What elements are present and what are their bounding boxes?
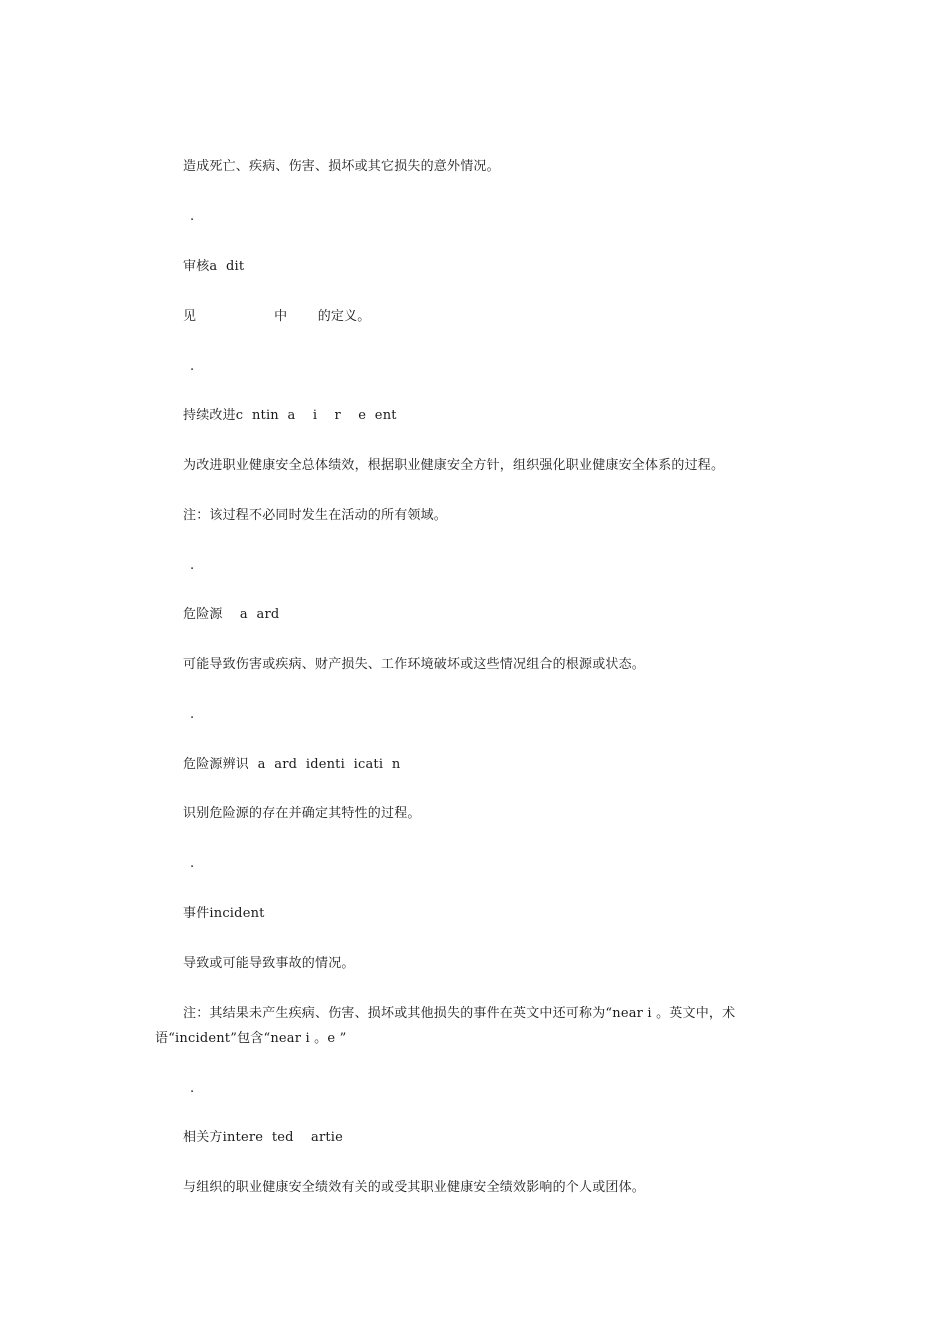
- section-dot: .: [190, 558, 195, 573]
- paragraph-continual-improvement-definition: 为改进职业健康安全总体绩效，根据职业健康安全方针，组织强化职业健康安全体系的过程。: [183, 458, 725, 473]
- term-audit: 审核a dit: [183, 259, 245, 274]
- paragraph-audit-definition: 见 中 的定义。: [183, 309, 371, 324]
- paragraph-accident-definition: 造成死亡、疾病、伤害、损坏或其它损失的意外情况。: [183, 159, 500, 174]
- section-dot: .: [190, 359, 195, 374]
- paragraph-hazard-identification-definition: 识别危险源的存在并确定其特性的过程。: [183, 806, 421, 821]
- term-hazard: 危险源 a ard: [183, 607, 280, 622]
- paragraph-incident-definition: 导致或可能导致事故的情况。: [183, 956, 355, 971]
- section-dot: .: [190, 856, 195, 871]
- term-hazard-identification: 危险源辨识 a ard identi icati n: [183, 757, 401, 772]
- section-dot: .: [190, 209, 195, 224]
- section-dot: .: [190, 707, 195, 722]
- term-continual-improvement: 持续改进c ntin a i r e ent: [183, 408, 397, 423]
- paragraph-continual-improvement-note: 注：该过程不必同时发生在活动的所有领域。: [183, 508, 448, 523]
- paragraph-hazard-definition: 可能导致伤害或疾病、财产损失、工作环境破坏或这些情况组合的根源或状态。: [183, 657, 646, 672]
- term-incident: 事件incident: [183, 906, 265, 921]
- section-dot: .: [190, 1081, 195, 1096]
- paragraph-interested-parties-definition: 与组织的职业健康安全绩效有关的或受其职业健康安全绩效影响的个人或团体。: [183, 1180, 646, 1195]
- term-interested-parties: 相关方intere ted artie: [183, 1130, 344, 1145]
- paragraph-incident-note: 注：其结果未产生疾病、伤害、损坏或其他损失的事件在英文中还可称为“near i 。英文中，术语“incident”包含“near i 。e ”: [155, 1006, 736, 1046]
